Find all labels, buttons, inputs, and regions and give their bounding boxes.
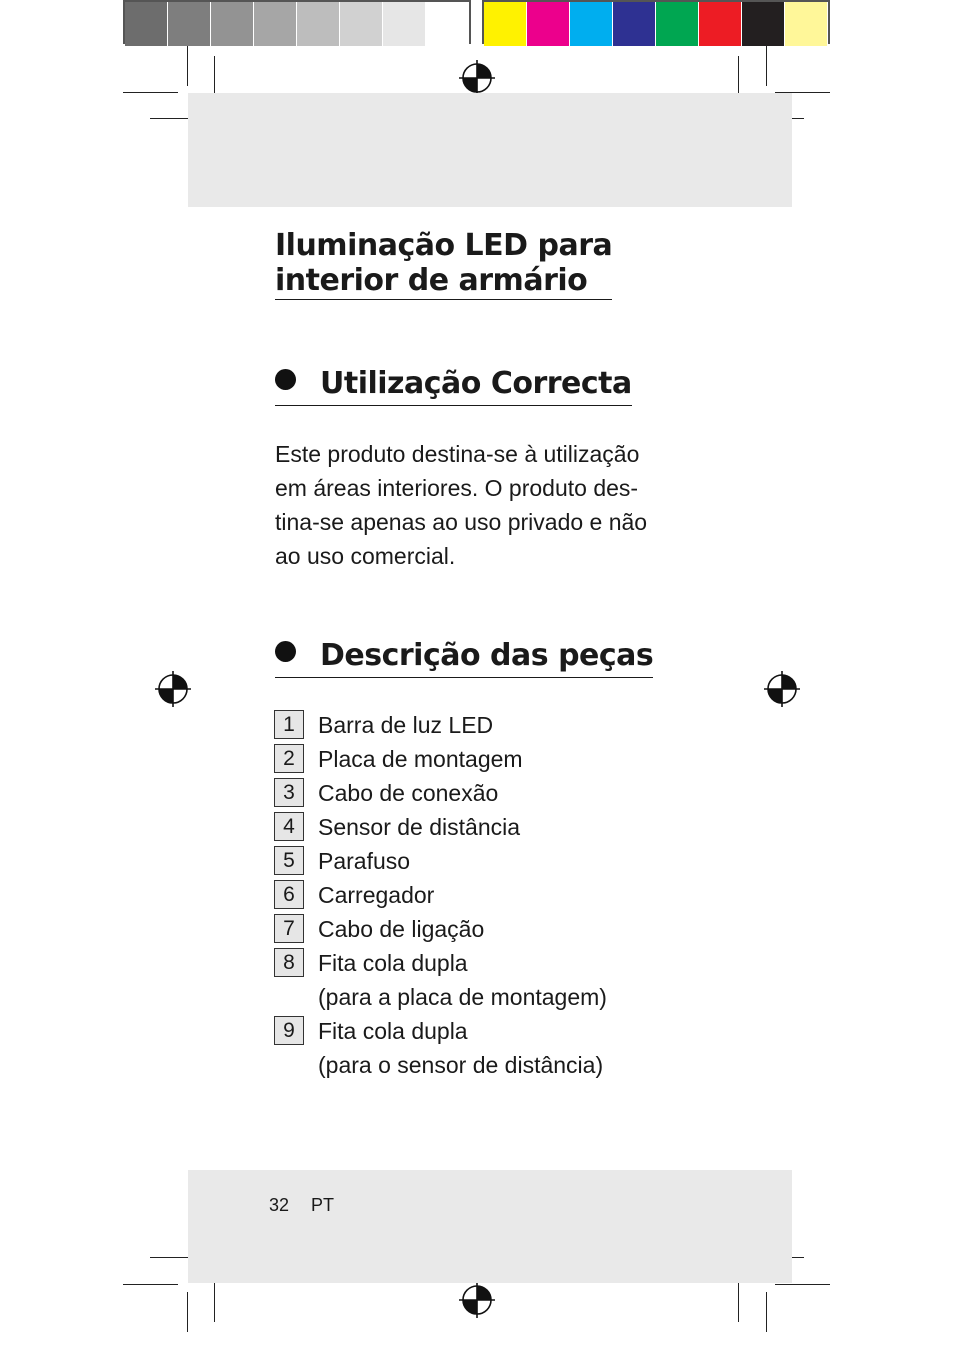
list-item (274, 708, 694, 742)
section-heading-usage (275, 364, 632, 406)
gray-swatch (168, 2, 211, 46)
title-line: interior de armário (275, 263, 588, 298)
bullet-icon (275, 369, 296, 390)
color-swatch (527, 2, 570, 46)
paragraph-line: Este produto destina-se à utilização (275, 441, 640, 467)
registration-mark-icon (459, 60, 495, 96)
part-number-box: 8 (274, 948, 304, 977)
list-item (274, 742, 694, 776)
color-swatch (785, 2, 828, 46)
page-number: 32 (269, 1195, 290, 1215)
usage-paragraph (275, 437, 695, 573)
part-number-box: 4 (274, 812, 304, 841)
list-item (274, 946, 694, 1014)
part-label: Parafuso (318, 848, 411, 874)
part-note: (para a placa de montagem) (318, 984, 607, 1010)
crop-mark (775, 1284, 830, 1285)
part-number-box: 9 (274, 1016, 304, 1045)
list-item (274, 844, 694, 878)
color-calibration-bar (482, 0, 830, 44)
list-item (274, 912, 694, 946)
page-footer (269, 1195, 356, 1216)
paragraph-line: em áreas interiores. O produto des- (275, 475, 639, 501)
color-swatch (484, 2, 527, 46)
color-swatch (613, 2, 656, 46)
part-label: Fita cola dupla (318, 950, 468, 976)
paragraph-line: tina-se apenas ao uso privado e não (275, 509, 648, 535)
title-line: Iluminação LED para (275, 228, 613, 263)
gray-swatch (426, 2, 469, 46)
list-item (274, 776, 694, 810)
bullet-icon (275, 641, 296, 662)
crop-mark (187, 1292, 188, 1332)
part-label: Cabo de ligação (318, 916, 485, 942)
section-heading-text: Descrição das peças (320, 638, 654, 673)
paragraph-line: ao uso comercial. (275, 543, 456, 569)
part-number-box: 6 (274, 880, 304, 909)
part-label: Placa de montagem (318, 746, 523, 772)
header-band (188, 93, 792, 207)
color-swatch (656, 2, 699, 46)
part-label: Cabo de conexão (318, 780, 499, 806)
registration-mark-icon (155, 671, 191, 707)
part-number-box: 7 (274, 914, 304, 943)
part-label: Carregador (318, 882, 435, 908)
part-number-box: 1 (274, 710, 304, 739)
part-label: Fita cola dupla (318, 1018, 468, 1044)
registration-mark-icon (764, 671, 800, 707)
part-note: (para o sensor de distância) (318, 1052, 604, 1078)
crop-mark (766, 46, 767, 86)
part-number-box: 5 (274, 846, 304, 875)
section-heading-parts (275, 636, 653, 678)
color-swatch (742, 2, 785, 46)
part-number-box: 2 (274, 744, 304, 773)
gray-swatch (340, 2, 383, 46)
gray-swatch (125, 2, 168, 46)
crop-mark (766, 1292, 767, 1332)
crop-mark (214, 1278, 215, 1322)
list-item (274, 878, 694, 912)
list-item (274, 810, 694, 844)
part-label: Sensor de distância (318, 814, 521, 840)
color-swatch (699, 2, 742, 46)
gray-swatch (254, 2, 297, 46)
crop-mark (123, 1284, 178, 1285)
page-title (275, 228, 612, 300)
crop-mark (123, 92, 178, 93)
color-swatch (570, 2, 613, 46)
gray-swatch (383, 2, 426, 46)
part-label: Barra de luz LED (318, 712, 494, 738)
registration-mark-icon (459, 1282, 495, 1318)
language-code: PT (311, 1195, 335, 1215)
part-number-box: 3 (274, 778, 304, 807)
crop-mark (187, 46, 188, 86)
gray-swatch (297, 2, 340, 46)
crop-mark (738, 1278, 739, 1322)
list-item (274, 1014, 694, 1082)
grayscale-calibration-bar (123, 0, 471, 44)
parts-list (274, 708, 694, 1082)
section-heading-text: Utilização Correcta (320, 366, 632, 401)
gray-swatch (211, 2, 254, 46)
footer-band (188, 1170, 792, 1283)
